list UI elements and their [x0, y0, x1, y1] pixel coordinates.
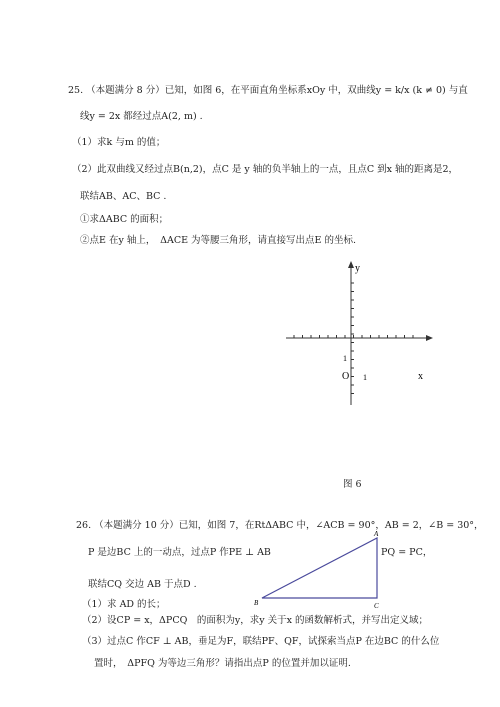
p25-question2-continued: 联结AB、AC、BC . [80, 191, 167, 202]
x-unit-label: 1 [363, 373, 367, 382]
p25-question2-part1: ①求ΔABC 的面积； [80, 214, 169, 225]
y-unit-label: 1 [343, 354, 347, 363]
p25-line2: 线y = 2x 都经过点A(2, m) . [80, 111, 203, 122]
figure6-coordinate-plane [280, 255, 440, 410]
vertex-b-label: B [254, 599, 259, 607]
figure7-triangle [250, 528, 390, 610]
vertex-a-label: A [374, 530, 379, 538]
p26-line2-right: PQ = PC， [381, 547, 433, 558]
figure6-caption: 图 6 [343, 479, 362, 490]
origin-label: O [342, 371, 350, 382]
vertex-c-label: C [374, 602, 379, 610]
p25-question2-part2: ②点E 在y 轴上， ΔACE 为等腰三角形，请直接写出点E 的坐标. [80, 235, 357, 246]
p26-line3: 联结CQ 交边 AB 于点D . [88, 579, 197, 590]
triangle-abc [262, 538, 377, 598]
p26-question1: （1）求 AD 的长； [82, 599, 166, 610]
p26-question3-continued: 置时， ΔPFQ 为等边三角形？请指出点P 的位置并加以证明. [94, 658, 351, 669]
x-axis-label: x [418, 371, 423, 382]
p26-line2-left: P 是边BC 上的一动点，过点P 作PE ⊥ AB [88, 547, 271, 558]
p25-line1: 25. （本题满分 8 分）已知，如图 6，在平面直角坐标系xOy 中，双曲线y = k/x (k ≠ 0) 与直 [68, 85, 468, 96]
p26-line1: 26. （本题满分 10 分）已知，如图 7，在RtΔABC 中，∠ACB = 90°，AB = 2，∠B = 30°， [76, 520, 484, 531]
p25-question1: （1）求k 与m 的值； [72, 137, 166, 148]
p26-question3: （3）过点C 作CF ⊥ AB，垂足为F，联结PF、QF，试探索当点P 在边BC 的什么位 [82, 636, 440, 647]
y-axis-label: y [355, 263, 360, 274]
p25-question2: （2）此双曲线又经过点B(n,2)，点C 是 y 轴的负半轴上的一点，且点C 到x 轴的距离是2， [72, 164, 459, 175]
p26-question2: （2）设CP = x，ΔPCQ 的面积为y，求y 关于x 的函数解析式，并写出定义域； [82, 615, 429, 626]
